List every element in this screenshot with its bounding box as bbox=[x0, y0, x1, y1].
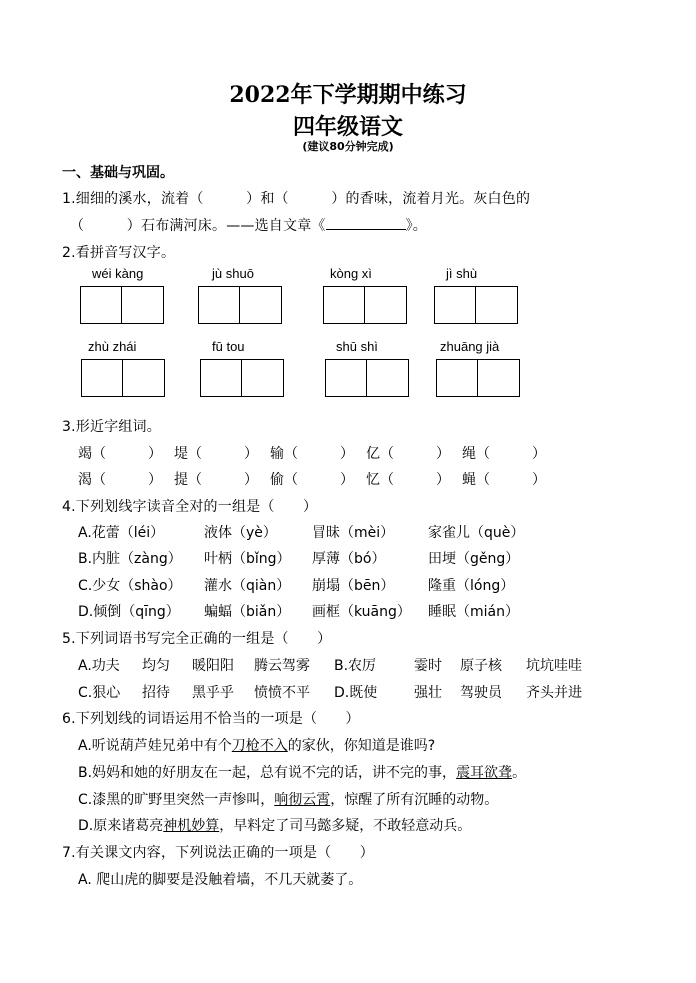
word-item: 渴（ ） bbox=[78, 472, 162, 488]
option-word: 腾云驾雾 bbox=[254, 658, 310, 674]
pinyin-1: wéi kàng bbox=[92, 266, 144, 281]
word-item: 蝇（ ） bbox=[462, 472, 546, 488]
q4-option-b[interactable] bbox=[78, 548, 519, 568]
option-text: B.妈妈和她的好朋友在一起，总有说不完的话，讲不完的事， bbox=[78, 765, 457, 781]
pinyin-2: jù shuō bbox=[212, 266, 254, 281]
char-cell[interactable] bbox=[365, 286, 407, 324]
underlined-word: 神机妙算 bbox=[163, 818, 220, 834]
option-word: 驾驶员 bbox=[460, 685, 502, 701]
char-grid-8[interactable] bbox=[436, 359, 520, 397]
q1-line1: 1.细细的溪水，流着（ ）和（ ）的香味，流着月光。灰白色的 bbox=[62, 191, 531, 207]
option-word: 睡眠（mián） bbox=[428, 604, 519, 620]
word-item: 输（ ） bbox=[270, 446, 354, 462]
q7-option-a[interactable]: A. 爬山虎的脚要是没触着墙，不几天就萎了。 bbox=[78, 872, 363, 888]
option-word: 叶柄（bǐng） bbox=[204, 551, 291, 567]
option-word: 黑乎乎 bbox=[192, 685, 234, 701]
q5-row-cd[interactable] bbox=[78, 682, 582, 702]
q4-prompt: 4.下列划线字读音全对的一组是（ ） bbox=[62, 499, 318, 515]
q1-line2-text: （ ）石布满河床。——选自文章《 bbox=[70, 218, 326, 234]
article-title-blank[interactable] bbox=[326, 217, 406, 230]
char-cell[interactable] bbox=[325, 359, 367, 397]
time-note: (建议80分钟完成) bbox=[302, 140, 394, 153]
char-grid-3[interactable] bbox=[323, 286, 407, 324]
word-item: 绳（ ） bbox=[462, 446, 546, 462]
word-item: 提（ ） bbox=[174, 472, 258, 488]
page-title: 2022年下学期期中练习 bbox=[229, 82, 467, 108]
pinyin-5: zhù zhái bbox=[88, 339, 137, 354]
char-cell[interactable] bbox=[242, 359, 284, 397]
option-text: 的家伙，你知道是谁吗? bbox=[287, 738, 436, 754]
option-word: 均匀 bbox=[142, 658, 170, 674]
option-word: 原子核 bbox=[460, 658, 502, 674]
word-item: 偷（ ） bbox=[270, 472, 354, 488]
option-word: 田埂（gěng） bbox=[428, 551, 520, 567]
option-word: 蝙蝠（biǎn） bbox=[204, 604, 291, 620]
option-text: 。 bbox=[512, 765, 527, 781]
pinyin-3: kòng xì bbox=[330, 266, 372, 281]
q3-prompt: 3.形近字组词。 bbox=[62, 419, 161, 435]
option-word: 家雀儿（què） bbox=[428, 525, 525, 541]
option-text: A.听说葫芦娃兄弟中有个 bbox=[78, 738, 232, 754]
char-cell[interactable] bbox=[123, 359, 165, 397]
pinyin-7: shū shì bbox=[336, 339, 378, 354]
option-text: ，早料定了司马懿多疑，不敢轻意动兵。 bbox=[219, 818, 472, 834]
option-word: 液体（yè） bbox=[204, 525, 277, 541]
word-item: 亿（ ） bbox=[366, 446, 450, 462]
option-word: B.内脏（zàng） bbox=[78, 551, 182, 567]
option-text: D.原来诸葛亮 bbox=[78, 818, 164, 834]
option-word: A.功夫 bbox=[78, 658, 120, 674]
q6-option-a[interactable] bbox=[78, 735, 435, 755]
word-item: 忆（ ） bbox=[366, 472, 450, 488]
char-grid-6[interactable] bbox=[200, 359, 284, 397]
q6-option-d[interactable] bbox=[78, 815, 471, 835]
char-grid-7[interactable] bbox=[325, 359, 409, 397]
pinyin-6: fū tou bbox=[212, 339, 245, 354]
option-word: 隆重（lóng） bbox=[428, 578, 515, 594]
option-word: 崩塌（bēn） bbox=[312, 578, 395, 594]
char-cell[interactable] bbox=[240, 286, 282, 324]
option-word: 坑坑哇哇 bbox=[526, 658, 582, 674]
word-item: 堤（ ） bbox=[174, 446, 258, 462]
char-grid-5[interactable] bbox=[81, 359, 165, 397]
pinyin-4: jì shù bbox=[446, 266, 478, 281]
char-cell[interactable] bbox=[80, 286, 122, 324]
q4-option-a[interactable] bbox=[78, 522, 524, 542]
char-cell[interactable] bbox=[198, 286, 240, 324]
option-text: C.漆黑的旷野里突然一声惨叫， bbox=[78, 792, 275, 808]
char-cell[interactable] bbox=[476, 286, 518, 324]
option-word: 冒昧（mèi） bbox=[312, 525, 395, 541]
char-cell[interactable] bbox=[81, 359, 123, 397]
q5-prompt: 5.下列词语书写完全正确的一组是（ ） bbox=[62, 631, 332, 647]
option-word: B.农厉 bbox=[334, 658, 377, 674]
char-cell[interactable] bbox=[434, 286, 476, 324]
char-grid-4[interactable] bbox=[434, 286, 518, 324]
q1-line2-end: 》。 bbox=[405, 218, 428, 234]
option-word: D.既使 bbox=[334, 685, 378, 701]
subject-title: 四年级语文 bbox=[292, 114, 403, 140]
option-word: C.狠心 bbox=[78, 685, 121, 701]
q5-row-ab[interactable] bbox=[78, 655, 582, 675]
q3-row1 bbox=[78, 443, 546, 463]
char-cell[interactable] bbox=[323, 286, 365, 324]
q3-row2 bbox=[78, 469, 546, 489]
char-cell[interactable] bbox=[436, 359, 478, 397]
option-word: 画框（kuāng） bbox=[312, 604, 411, 620]
option-word: 暖阳阳 bbox=[192, 658, 234, 674]
option-word: 招待 bbox=[142, 685, 170, 701]
option-word: 灌水（qiàn） bbox=[204, 578, 291, 594]
section-heading: 一、基础与巩固。 bbox=[62, 165, 174, 181]
q6-prompt: 6.下列划线的词语运用不恰当的一项是（ ） bbox=[62, 711, 360, 727]
underlined-word: 刀枪不入 bbox=[231, 738, 288, 754]
option-word: 齐头并进 bbox=[526, 685, 582, 701]
option-word: 霎时 bbox=[414, 658, 442, 674]
option-word: A.花蕾（léi） bbox=[78, 525, 165, 541]
pinyin-8: zhuāng jià bbox=[440, 339, 500, 354]
option-word: 愤愤不平 bbox=[254, 685, 310, 701]
q4-option-c[interactable] bbox=[78, 575, 514, 595]
word-item: 竭（ ） bbox=[78, 446, 162, 462]
q6-option-c[interactable] bbox=[78, 789, 498, 809]
option-word: 强壮 bbox=[414, 685, 442, 701]
q1-line2 bbox=[70, 215, 427, 235]
char-grid-1[interactable] bbox=[80, 286, 164, 324]
q4-option-d[interactable] bbox=[78, 601, 519, 621]
q2-prompt: 2.看拼音写汉字。 bbox=[62, 245, 176, 261]
char-cell[interactable] bbox=[367, 359, 409, 397]
char-cell[interactable] bbox=[122, 286, 164, 324]
option-word: C.少女（shào） bbox=[78, 578, 182, 594]
char-cell[interactable] bbox=[200, 359, 242, 397]
option-word: 厚薄（bó） bbox=[312, 551, 386, 567]
q6-option-b[interactable] bbox=[78, 762, 526, 782]
char-grid-2[interactable] bbox=[198, 286, 282, 324]
option-word: D.倾倒（qīng） bbox=[78, 604, 180, 620]
underlined-word: 震耳欲聋 bbox=[456, 765, 513, 781]
char-cell[interactable] bbox=[478, 359, 520, 397]
underlined-word: 响彻云霄 bbox=[274, 792, 331, 808]
option-text: ，惊醒了所有沉睡的动物。 bbox=[330, 792, 499, 808]
q7-prompt: 7.有关课文内容，下列说法正确的一项是（ ） bbox=[62, 845, 374, 861]
